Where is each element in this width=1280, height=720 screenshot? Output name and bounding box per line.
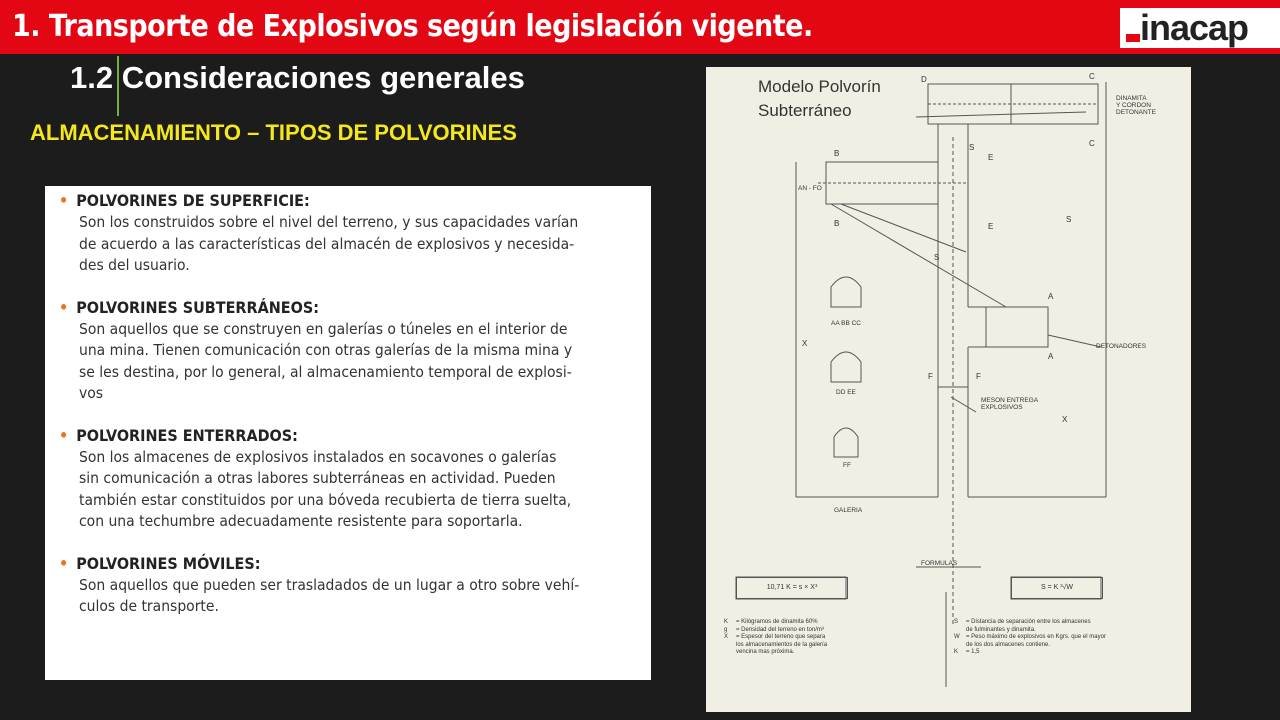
entry-text: [79, 575, 631, 618]
legend-row: K = 1,5: [954, 649, 980, 655]
bullet-icon: •: [59, 553, 69, 573]
label-aa-bb-cc: AA BB CC: [831, 320, 861, 327]
text-line: se les destina, por lo general, al almacenamiento temporal de explosi-: [79, 362, 572, 381]
logo-text: inacap: [1140, 7, 1249, 48]
entry-superficie: [59, 190, 631, 277]
text-line: sin comunicación a otras labores subterráneas en actividad. Pueden: [79, 469, 556, 487]
letter-f: F: [928, 372, 933, 381]
header-bar: [0, 0, 1280, 54]
letter-b: B: [834, 219, 840, 228]
legend-left: [724, 619, 934, 657]
formula-right: S = K ³√W: [1011, 577, 1103, 599]
slide-title: 1. Transporte de Explosivos según legislación vigente.: [12, 9, 813, 44]
entry-subterraneos: [59, 297, 631, 405]
text-line: de acuerdo a las características del almacén de explosivos y necesida-: [79, 234, 575, 253]
text-line: una mina. Tienen comunicación con otras galerías de la misma mina y: [79, 341, 573, 359]
label-formulas: FORMULAS: [921, 560, 958, 567]
entry-text: [79, 447, 631, 533]
label-an-fo: AN - FO: [798, 185, 822, 192]
text-line: Son aquellos que pueden ser trasladados de un lugar a otro sobre vehí-: [79, 575, 580, 594]
letter-e: E: [988, 153, 994, 162]
legend-right: [954, 619, 1184, 657]
bullet-icon: •: [59, 191, 69, 210]
text-line: vos: [79, 384, 104, 402]
formula-left: 10,71 K = s × X³: [736, 577, 848, 599]
letter-s: S: [1066, 215, 1072, 224]
text-line: Son los construidos sobre el nivel del terreno, y sus capacidades varían: [79, 213, 579, 231]
entry-title: POLVORINES DE SUPERFICIE:: [76, 191, 310, 210]
letter-b: B: [834, 149, 840, 158]
entry-title: POLVORINES MÓVILES:: [76, 553, 261, 573]
legend-row: X = Espesor del terreno que separa: [724, 634, 826, 640]
label-dd-ee: DD EE: [836, 389, 856, 396]
polvorines-text-panel: [45, 186, 651, 680]
letter-e: E: [988, 222, 994, 231]
label-galeria: GALERIA: [834, 507, 863, 514]
letter-c: C: [1089, 139, 1095, 148]
legend-row: g = Densidad del terreno en ton/m³: [724, 626, 824, 633]
legend-row: de los dos almacenes contiene.: [966, 641, 1051, 648]
legend-row: de fulminantes y dinamita.: [966, 626, 1036, 633]
entry-title: POLVORINES ENTERRADOS:: [76, 425, 298, 445]
diagram-drawing: [706, 67, 1191, 712]
logo-mark-icon: [1126, 34, 1140, 42]
label-dinamita: DINAMITA Y CORDON DETONANTE: [1116, 95, 1156, 116]
entry-enterrados: [59, 425, 631, 533]
bullet-icon: •: [59, 297, 69, 317]
bullet-icon: •: [59, 425, 69, 445]
text-line: Son los almacenes de explosivos instalados en socavones o galerías: [79, 447, 557, 466]
legend-row: K = Kilógramos de dinamita 60%: [724, 619, 818, 625]
label-detonadores: DETONADORES: [1096, 343, 1147, 350]
inacap-logo: [1120, 8, 1280, 48]
text-line: con una techumbre adecuadamente resistente para soportarla.: [79, 512, 523, 530]
text-line: des del usuario.: [79, 256, 190, 274]
letter-d: D: [921, 75, 927, 84]
entry-moviles: [59, 553, 631, 618]
entry-title: POLVORINES SUBTERRÁNEOS:: [76, 297, 319, 317]
letter-s: S: [969, 143, 975, 152]
legend-row: S = Distancia de separación entre los almacenes: [954, 619, 1091, 625]
letter-x: X: [802, 339, 808, 348]
legend-row: los almacenamientos de la galería: [736, 641, 828, 648]
diagram-title: Modelo Polvorín Subterráneo: [758, 77, 881, 120]
letter-s: S: [934, 253, 940, 262]
label-meson: MESON ENTREGA EXPLOSIVOS: [981, 397, 1039, 411]
slide-subtitle: 1.2 Consideraciones generales: [70, 60, 525, 95]
text-line: culos de transporte.: [79, 597, 219, 615]
entry-text: [79, 319, 631, 405]
section-heading: ALMACENAMIENTO – TIPOS DE POLVORINES: [30, 120, 517, 145]
letter-x: X: [1062, 415, 1068, 424]
letter-c: C: [1089, 72, 1095, 81]
text-line: Son aquellos que se construyen en galerías o túneles en el interior de: [79, 319, 568, 338]
legend-row: W = Peso máximo de explosivos en Kgrs. que el mayor: [954, 634, 1106, 640]
polvorin-diagram: [706, 67, 1191, 712]
label-ff: FF: [843, 462, 851, 469]
letter-a: A: [1048, 292, 1054, 301]
letter-f: F: [976, 372, 981, 381]
legend-row: vencina mas próxima.: [736, 649, 795, 655]
letter-a: A: [1048, 352, 1054, 361]
entry-text: [79, 212, 631, 277]
text-line: también estar constituidos por una bóveda recubierta de tierra suelta,: [79, 490, 572, 509]
